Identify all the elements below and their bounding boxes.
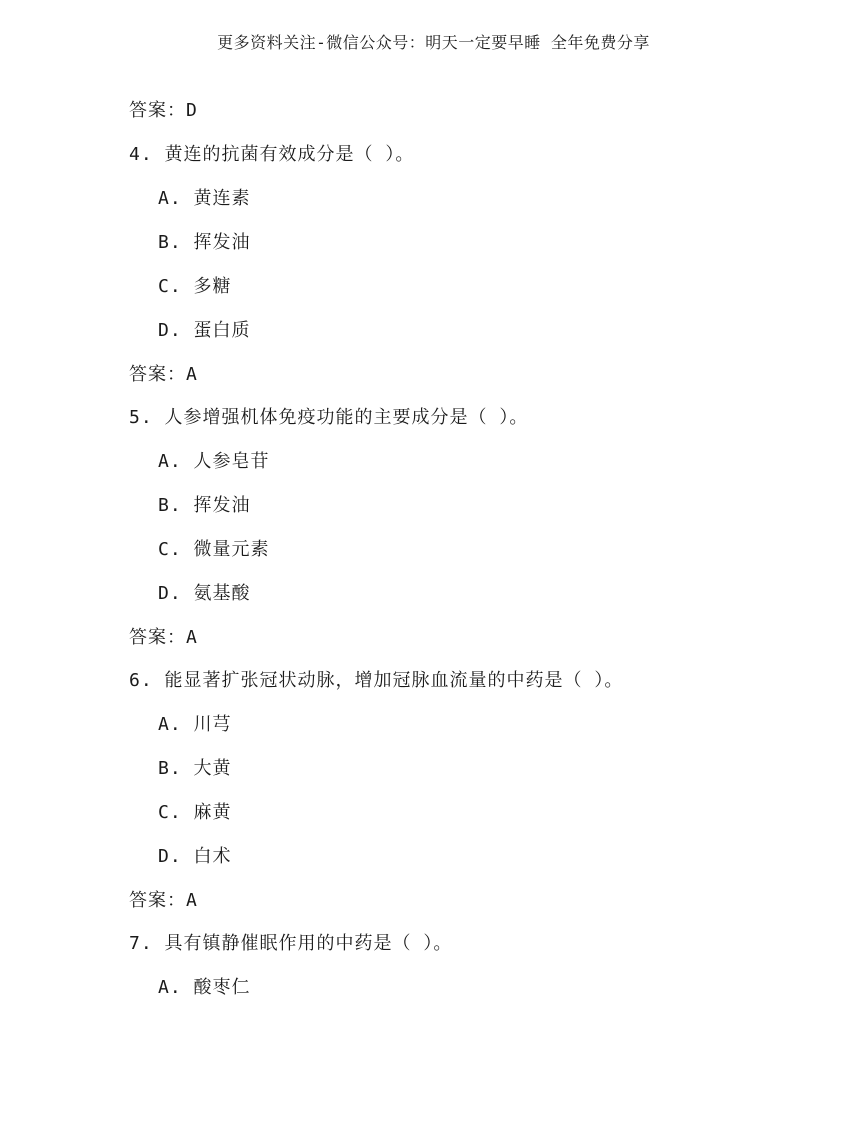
option-c: C. 微量元素 xyxy=(158,539,270,560)
answer-line: 答案：A xyxy=(129,627,198,648)
answer-line: 答案：A xyxy=(129,364,198,385)
option-b: B. 大黄 xyxy=(158,758,232,779)
question-4: 4. 黄连的抗菌有效成分是（ ）。 xyxy=(129,144,415,165)
option-c: C. 麻黄 xyxy=(158,802,232,823)
option-a: A. 川芎 xyxy=(158,714,232,735)
option-d: D. 氨基酸 xyxy=(158,583,251,604)
option-d: D. 白术 xyxy=(158,846,232,867)
option-b: B. 挥发油 xyxy=(158,495,251,516)
option-a: A. 酸枣仁 xyxy=(158,977,251,998)
question-5: 5. 人参增强机体免疫功能的主要成分是（ ）。 xyxy=(129,407,529,428)
option-b: B. 挥发油 xyxy=(158,232,251,253)
page-header: 更多资料关注-微信公众号：明天一定要早睡 全年免费分享 xyxy=(217,33,650,52)
option-a: A. 黄连素 xyxy=(158,188,251,209)
option-c: C. 多糖 xyxy=(158,276,232,297)
option-a: A. 人参皂苷 xyxy=(158,451,270,472)
answer-line: 答案：D xyxy=(129,100,198,121)
option-d: D. 蛋白质 xyxy=(158,320,251,341)
answer-line: 答案：A xyxy=(129,890,198,911)
question-7: 7. 具有镇静催眠作用的中药是（ ）。 xyxy=(129,933,453,954)
question-6: 6. 能显著扩张冠状动脉，增加冠脉血流量的中药是（ ）。 xyxy=(129,670,624,691)
